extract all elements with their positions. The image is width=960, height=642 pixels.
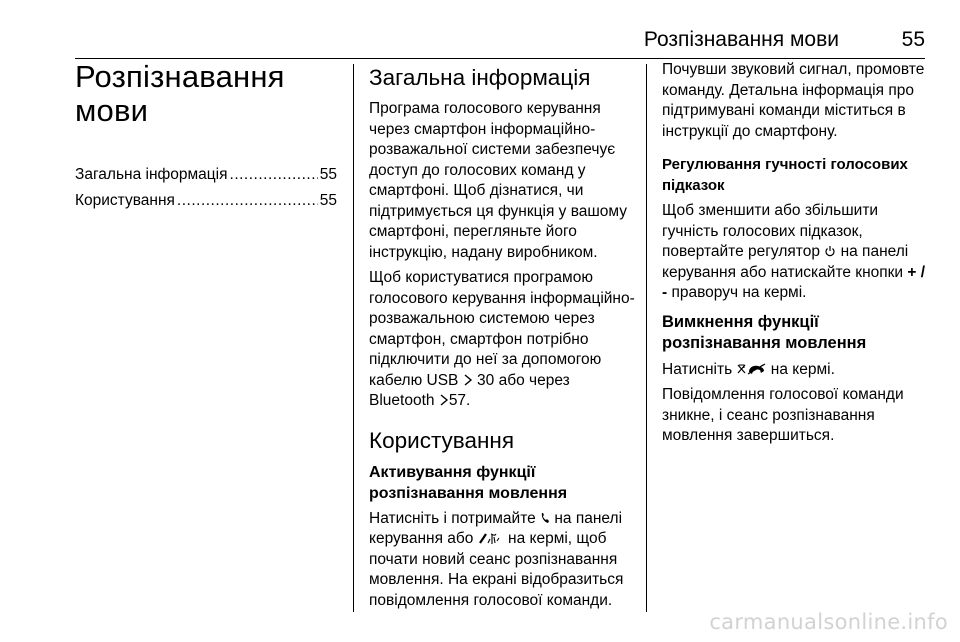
paragraph-deactivate bbox=[662, 360, 927, 381]
reference-arrow-icon bbox=[463, 373, 473, 387]
subsection-title-deactivate: Вимкнення функції розпізнавання мовлення bbox=[662, 312, 867, 352]
paragraph-text: на кермі, щоб почати новий сеанс розпізнавання мовлення. На екрані відобразиться повідомлення голосової команди. bbox=[369, 530, 624, 609]
column-continued bbox=[662, 60, 927, 452]
page-number: 55 bbox=[901, 28, 925, 51]
toc-entry-page: 55 bbox=[319, 166, 337, 183]
reference-arrow-icon bbox=[439, 393, 449, 407]
paragraph-text: Щоб користуватися програмою голосового керування інформаційно-розважальною системою через смартфон, смартфон потрібно підключити до неї за допомогою кабелю USB bbox=[369, 269, 635, 389]
paragraph-connection bbox=[369, 268, 637, 412]
paragraph-text: на панелі керування або натискайте кнопки bbox=[662, 243, 909, 281]
column-divider-right bbox=[646, 64, 647, 612]
paragraph-activate bbox=[369, 509, 637, 612]
paragraph-volume bbox=[662, 201, 927, 304]
subsection-title-activate: Активування функції розпізнавання мовлення bbox=[369, 463, 568, 502]
toc-entry-page: 55 bbox=[319, 192, 337, 209]
column-chapter bbox=[75, 60, 337, 217]
section-title-general: Загальна інформація bbox=[369, 65, 591, 90]
paragraph-text: на кермі. bbox=[770, 360, 835, 378]
watermark: carmanualsonline.info bbox=[709, 610, 948, 634]
volume-keys: + / - bbox=[662, 263, 926, 301]
toc-leader-dots bbox=[230, 165, 318, 185]
toc-entry[interactable] bbox=[75, 165, 337, 185]
toc-leader-dots bbox=[177, 191, 318, 211]
paragraph-intro: Програма голосового керування через смартфон інформаційно-розважальної системи забезпечує доступ до голосових команд у смартфоні. Щоб дізнатися, чи підтримується ця функція у вашому смартфоні, перегляньте його інструкцію, надану виробником. bbox=[369, 100, 628, 261]
power-knob-icon bbox=[824, 244, 836, 258]
paragraph-session-end: Повідомлення голосової команди зникне, і сеанс розпізнавання мовлення завершиться. bbox=[662, 386, 904, 444]
toc-entry-label: Користування bbox=[75, 192, 175, 209]
toc-entry-label: Загальна інформація bbox=[75, 166, 228, 183]
subsection-title-volume: Регулювання гучності голосових підказок bbox=[662, 156, 908, 194]
phone-voice-icon bbox=[540, 511, 550, 525]
paragraph-text: Щоб зменшити або збільшити гучність голосових підказок, повертайте регулятор bbox=[662, 202, 879, 260]
paragraph-text: на панелі керування або bbox=[369, 509, 623, 547]
paragraph-speak: Почувши звуковий сигнал, промовте команду. Детальна інформація про підтримувані команди міститься в інструкції до смартфону. bbox=[662, 61, 925, 140]
paragraph-text: Натисніть і потримайте bbox=[369, 509, 536, 527]
page-reference[interactable]: 57. bbox=[448, 392, 471, 409]
chapter-title: Розпізнавання мови bbox=[75, 59, 285, 128]
paragraph-text: праворуч на кермі. bbox=[671, 284, 807, 301]
toc-entry[interactable] bbox=[75, 191, 337, 211]
section-title-usage: Користування bbox=[369, 427, 515, 453]
page-reference[interactable]: 30 bbox=[477, 371, 495, 389]
voice-cancel-icon bbox=[736, 362, 766, 376]
header-title: Розпізнавання мови bbox=[643, 28, 839, 51]
page-header bbox=[75, 26, 925, 58]
paragraph-text: або через Bluetooth bbox=[369, 371, 570, 409]
paragraph-text: Натисніть bbox=[662, 360, 733, 378]
steering-voice-icon bbox=[478, 531, 504, 545]
column-divider-left bbox=[353, 64, 354, 612]
column-general-info bbox=[369, 60, 637, 616]
